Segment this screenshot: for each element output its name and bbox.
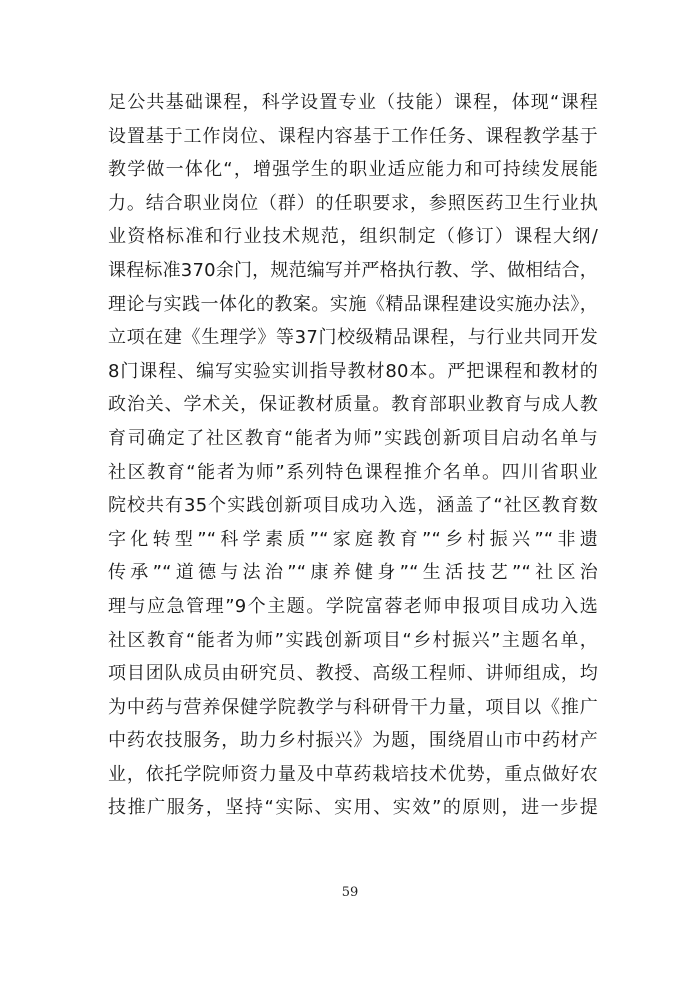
text-line: 院校共有35个实践创新项目成功入选，涵盖了“社区教育数 xyxy=(108,495,598,517)
text-line: 为中药与营养保健学院教学与科研骨干力量，项目以《推广 xyxy=(108,696,598,718)
text-line: 设置基于工作岗位、课程内容基于工作任务、课程教学基于 xyxy=(108,125,598,147)
text-line: 政治关、学术关，保证教材质量。教育部职业教育与成人教 xyxy=(108,394,598,416)
text-line: 力。结合职业岗位（群）的任职要求，参照医药卫生行业执 xyxy=(108,192,598,214)
text-line: 项目团队成员由研究员、教授、高级工程师、讲师组成，均 xyxy=(108,663,598,685)
text-line: 足公共基础课程，科学设置专业（技能）课程，体现“课程 xyxy=(108,92,598,113)
page-number: 59 xyxy=(341,885,359,900)
text-line: 中药农技服务，助力乡村振兴》为题，围绕眉山市中药材产 xyxy=(108,730,598,752)
text-line: 传承”“道德与法治”“康养健身”“生活技艺”“社区治 xyxy=(108,562,598,584)
text-line: 业资格标准和行业技术规范，组织制定（修订）课程大纲/ xyxy=(108,226,598,248)
text-line: 课程标准370余门，规范编写并严格执行教、学、做相结合， xyxy=(108,259,598,281)
text-line: 8门课程、编写实验实训指导教材80本。严把课程和教材的 xyxy=(108,360,598,382)
text-line: 技推广服务，坚持“实际、实用、实效”的原则，进一步提 xyxy=(108,797,598,819)
body-text xyxy=(108,86,598,825)
text-line: 社区教育“能者为师”实践创新项目“乡村振兴”主题名单， xyxy=(108,629,598,651)
text-line: 业，依托学院师资力量及中草药栽培技术优势，重点做好农 xyxy=(108,763,598,785)
text-line: 立项在建《生理学》等37门校级精品课程，与行业共同开发 xyxy=(108,327,598,349)
text-line: 理论与实践一体化的教案。实施《精品课程建设实施办法》， xyxy=(108,293,598,315)
text-line: 育司确定了社区教育“能者为师”实践创新项目启动名单与 xyxy=(108,427,598,449)
text-line: 社区教育“能者为师”系列特色课程推介名单。四川省职业 xyxy=(108,461,598,483)
text-line: 教学做一体化“，增强学生的职业适应能力和可持续发展能 xyxy=(108,159,598,181)
text-line: 字化转型”“科学素质”“家庭教育”“乡村振兴”“非遗 xyxy=(108,528,598,550)
text-line: 理与应急管理”9个主题。学院富蓉老师申报项目成功入选 xyxy=(108,595,598,617)
